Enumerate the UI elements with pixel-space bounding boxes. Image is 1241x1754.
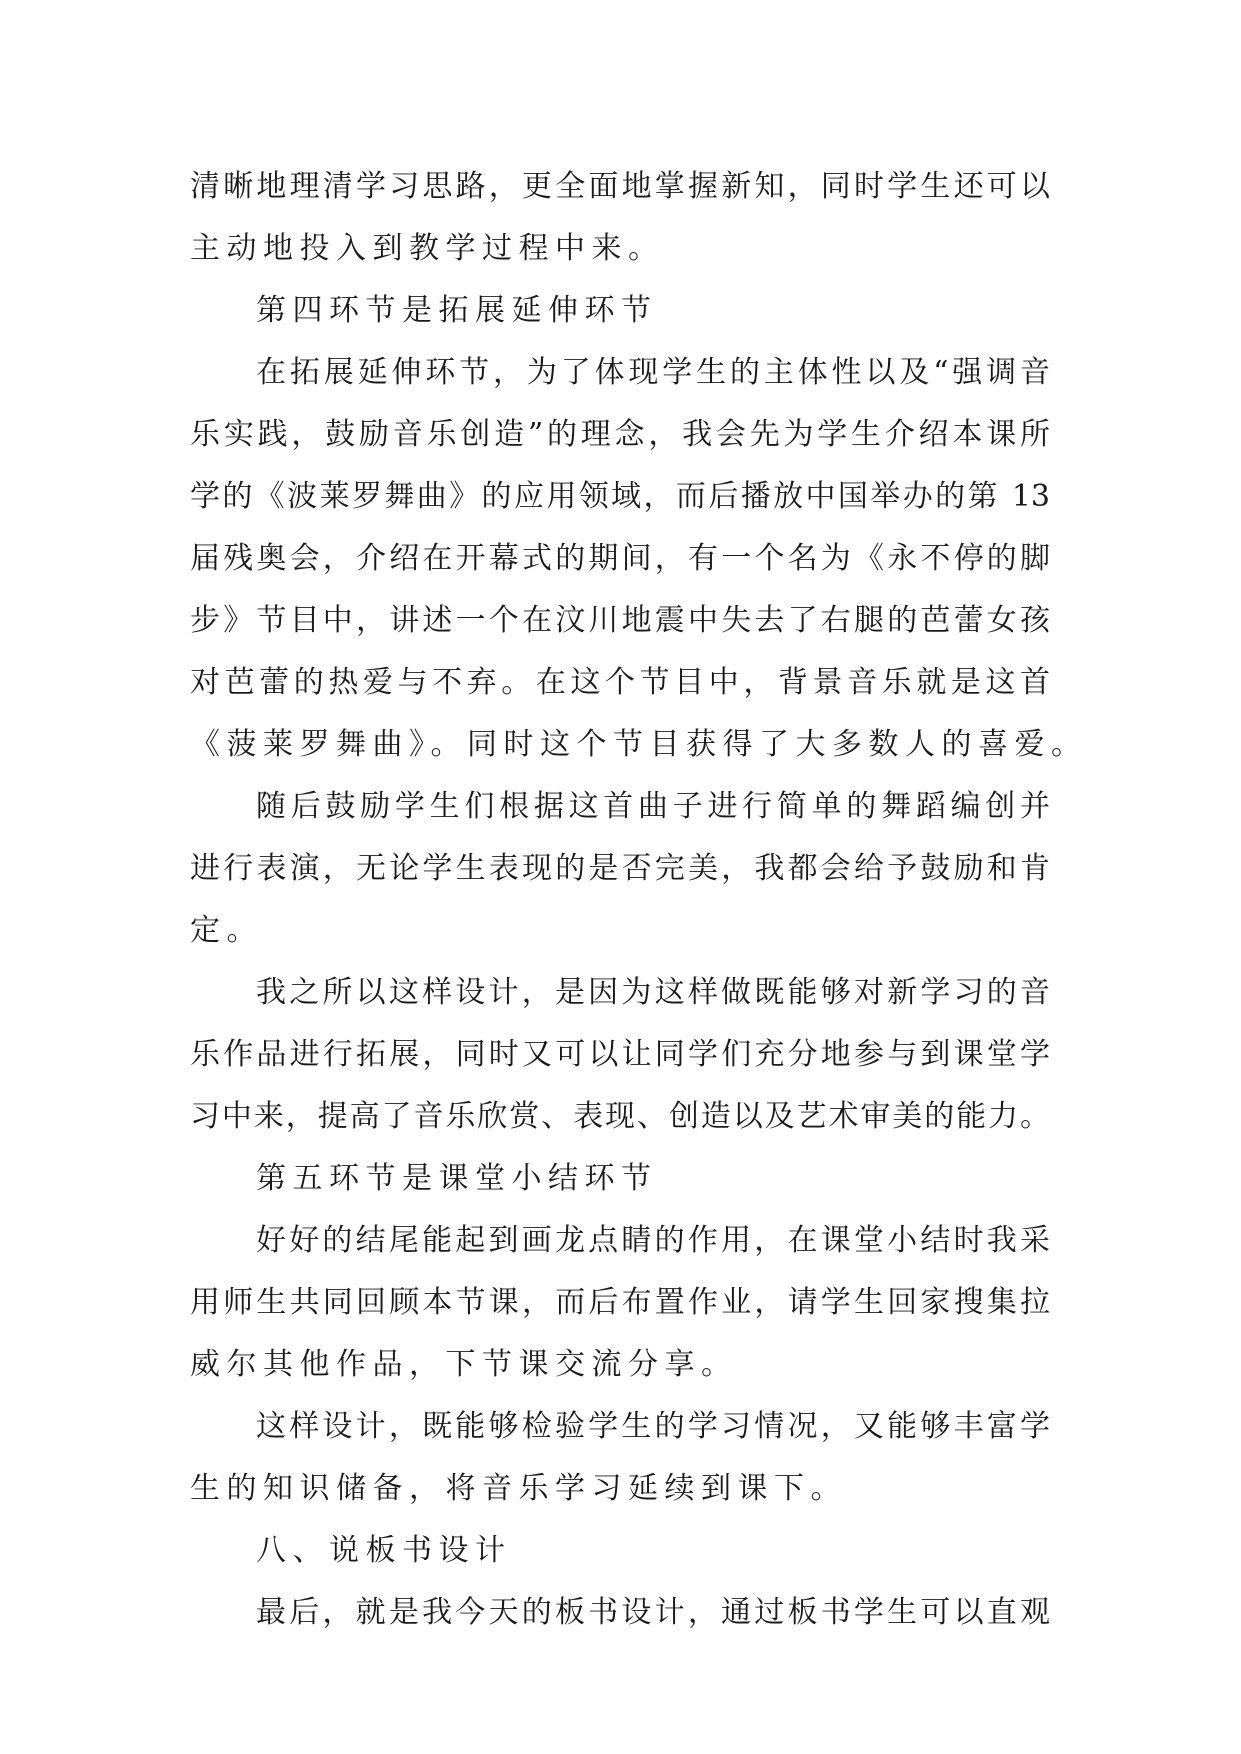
text-line: 学的《波莱罗舞曲》的应用领域，而后播放中国举办的第 13 <box>190 479 1050 514</box>
text-line: 最后，就是我今天的板书设计，通过板书学生可以直观 <box>256 1595 1050 1630</box>
text-line: 定。 <box>190 913 263 948</box>
section-heading: 第四环节是拓展延伸环节 <box>256 293 658 328</box>
text-line: 用师生共同回顾本节课，而后布置作业，请学生回家搜集拉 <box>190 1285 1050 1320</box>
text-line: 乐实践，鼓励音乐创造”的理念，我会先为学生介绍本课所 <box>190 417 1050 452</box>
text-line: 乐作品进行拓展，同时又可以让同学们充分地参与到课堂学 <box>190 1037 1050 1072</box>
section-heading: 第五环节是课堂小结环节 <box>256 1161 658 1196</box>
text-line: 届残奥会，介绍在开幕式的期间，有一个名为《永不停的脚 <box>190 541 1050 576</box>
text-line: 好好的结尾能起到画龙点睛的作用，在课堂小结时我采 <box>256 1223 1050 1258</box>
text-line: 随后鼓励学生们根据这首曲子进行简单的舞蹈编创并 <box>256 789 1050 824</box>
text-line: 习中来，提高了音乐欣赏、表现、创造以及艺术审美的能力。 <box>190 1099 1050 1134</box>
text-line: 进行表演，无论学生表现的是否完美，我都会给予鼓励和肯 <box>190 851 1050 886</box>
text-line: 对芭蕾的热爱与不弃。在这个节目中，背景音乐就是这首 <box>190 665 1050 700</box>
text-line: 步》节目中，讲述一个在汶川地震中失去了右腿的芭蕾女孩 <box>190 603 1050 638</box>
text-line: 生的知识储备，将音乐学习延续到课下。 <box>190 1471 847 1506</box>
text-line: 我之所以这样设计，是因为这样做既能够对新学习的音 <box>256 975 1050 1010</box>
text-line: 这样设计，既能够检验学生的学习情况，又能够丰富学 <box>256 1409 1050 1444</box>
document-body <box>190 156 1088 1644</box>
text-line: 在拓展延伸环节，为了体现学生的主体性以及“强调音 <box>256 355 1050 390</box>
section-heading: 八、说板书设计 <box>256 1533 512 1568</box>
text-line: 威尔其他作品，下节课交流分享。 <box>190 1347 738 1382</box>
text-line: 清晰地理清学习思路，更全面地掌握新知，同时学生还可以 <box>190 169 1050 204</box>
text-line: 主动地投入到教学过程中来。 <box>190 231 665 266</box>
text-line: 《菠莱罗舞曲》。同时这个节目获得了大多数人的喜爱。 <box>190 727 1088 762</box>
